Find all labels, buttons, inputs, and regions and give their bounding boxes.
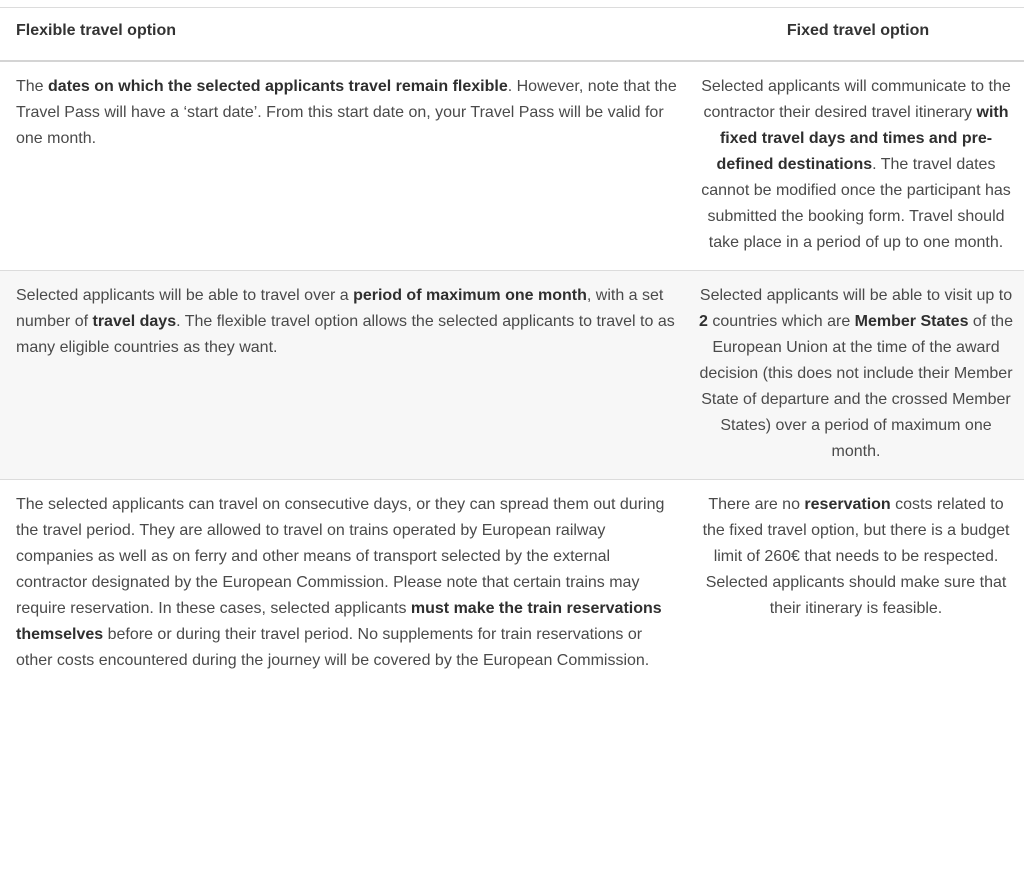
header-row — [0, 8, 1024, 62]
body-text: of the European Union at the time of the award decision (this does not include their Member State of departure and the crossed Member States) over a period of maximum one month. — [699, 313, 1013, 460]
flexible-cell — [0, 271, 692, 480]
body-text: The selected applicants can travel on consecutive days, or they can spread them out during the travel period. They are allowed to travel on trains operated by European railway companies as well as on ferry and other means of transport selected by the external contractor designated by the European Commission. Please note that certain trains may require reservation. In these cases, selected applicants — [16, 496, 665, 617]
table-header — [0, 8, 1024, 62]
emphasized-text: dates on which the selected applicants travel remain flexible — [48, 78, 508, 95]
emphasized-text: Member States — [854, 313, 969, 330]
body-text: costs related to the fixed travel option, but there is a budget limit of 260€ that needs to be respected. Selected applicants should make sure that their itinerary is feasible. — [702, 496, 1010, 617]
table-body — [0, 61, 1024, 686]
body-text: Selected applicants will communicate to the contractor their desired travel itinerary — [701, 78, 1011, 121]
body-text: . The flexible travel option allows the selected applicants to travel to as many eligible countries as they want. — [16, 313, 675, 356]
flexible-cell — [0, 480, 692, 687]
header-fixed-travel-option: Fixed travel option — [692, 8, 1024, 62]
fixed-cell — [692, 271, 1024, 480]
fixed-cell — [692, 61, 1024, 271]
emphasized-text: 2 — [699, 313, 708, 330]
table-row — [0, 480, 1024, 687]
flexible-cell — [0, 61, 692, 271]
emphasized-text: period of maximum one month — [353, 287, 587, 304]
body-text: countries which are — [707, 313, 855, 330]
emphasized-text: reservation — [804, 496, 891, 513]
table-row — [0, 271, 1024, 480]
fixed-cell — [692, 480, 1024, 687]
body-text: before or during their travel period. No supplements for train reservations or other costs encountered during the journey will be covered by the European Commission. — [16, 626, 650, 669]
body-text: . The travel dates cannot be modified once the participant has submitted the booking form. Travel should take place in a period of up to one month. — [701, 156, 1011, 251]
body-text: The — [16, 78, 49, 95]
body-text: Selected applicants will be able to travel over a — [16, 287, 354, 304]
body-text: , with a set number of — [16, 287, 664, 330]
header-flexible-travel-option: Flexible travel option — [0, 8, 692, 62]
body-text: . However, note that the Travel Pass will have a ‘start date’. From this start date on, your Travel Pass will be valid for one month. — [16, 78, 677, 147]
body-text: Selected applicants will be able to visit up to — [699, 287, 1013, 304]
body-text: There are no — [708, 496, 805, 513]
emphasized-text: travel days — [92, 313, 177, 330]
emphasized-text: must make the train reservations themselves — [16, 600, 662, 643]
travel-options-table — [0, 7, 1024, 686]
emphasized-text: with fixed travel days and times and pre-defined destinations — [716, 104, 1009, 173]
table-row — [0, 61, 1024, 271]
